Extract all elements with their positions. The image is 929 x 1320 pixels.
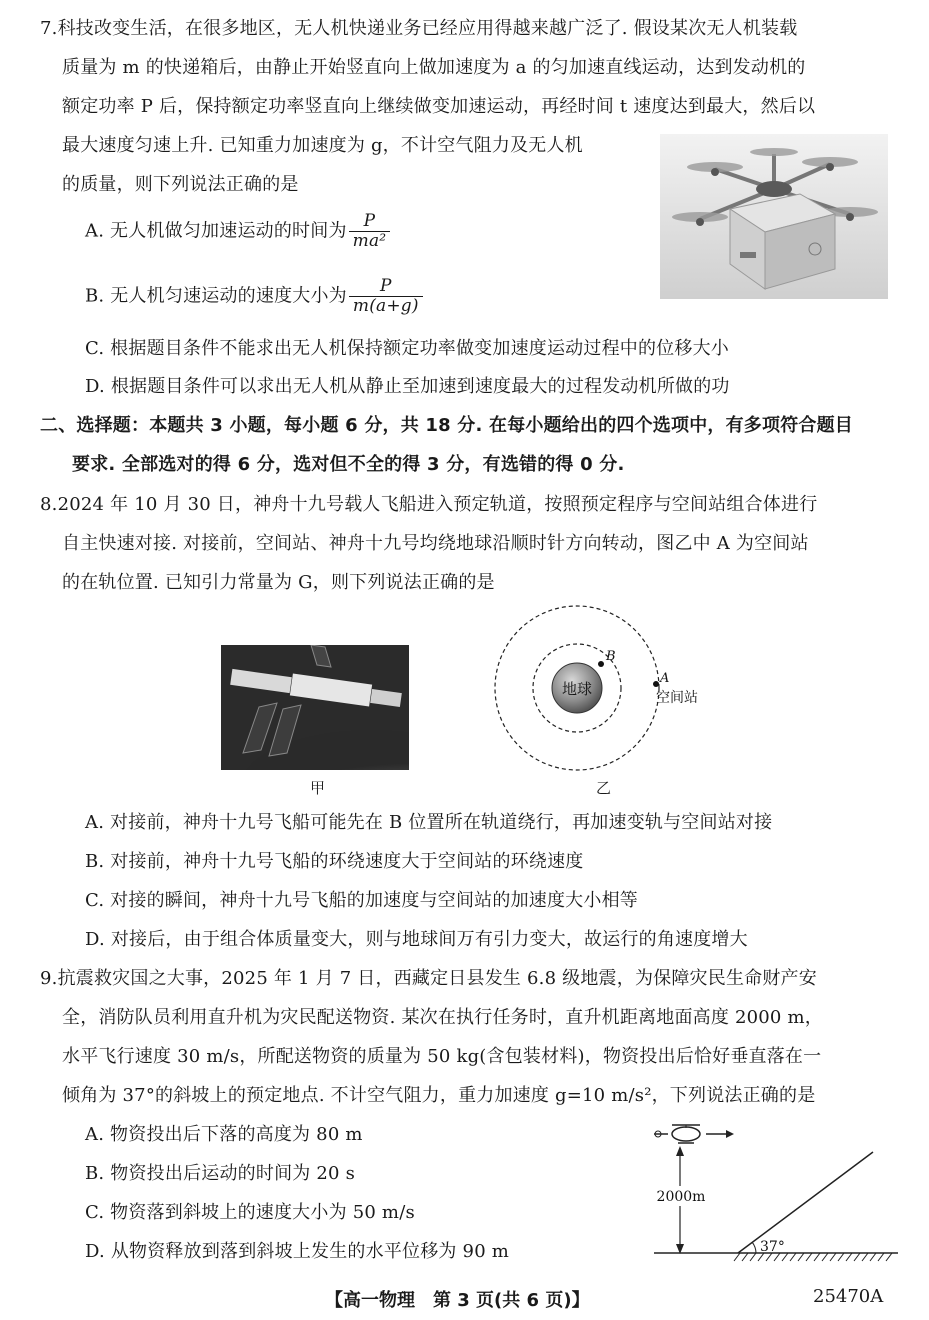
angle-label: 37° [760, 1239, 785, 1255]
q7-line-3: 额定功率 P 后，保持额定功率竖直向上继续做变加速运动，再经时间 t 速度达到最大，然后以 [62, 96, 816, 117]
q7-option-d: D. 根据题目条件可以求出无人机从静止至加速到速度最大的过程发动机所做的功 [85, 376, 730, 397]
q8-option-d: D. 对接后，由于组合体质量变大，则与地球间万有引力变大，故运行的角速度增大 [85, 929, 748, 950]
q7-option-a-text: A. 无人机做匀加速运动的时间为 [85, 220, 347, 242]
q9-option-c: C. 物资落到斜坡上的速度大小为 50 m/s [85, 1202, 415, 1223]
q7-option-c: C. 根据题目条件不能求出无人机保持额定功率做变加速度运动过程中的位移大小 [85, 338, 729, 359]
q7-line-2: 质量为 m 的快递箱后，由静止开始竖直向上做加速度为 a 的匀加速直线运动，达到发动机的 [62, 57, 806, 78]
point-b-dot [598, 661, 604, 667]
q9-line-2: 全，消防队员利用直升机为灾民配送物资. 某次在执行任务时，直升机距离地面高度 2000 m， [62, 1007, 823, 1028]
q8-option-c: C. 对接的瞬间，神舟十九号飞船的加速度与空间站的加速度大小相等 [85, 890, 638, 911]
section-2-instructions-line-1: 二、选择题：本题共 3 小题，每小题 6 分，共 18 分. 在每小题给出的四个选项中，有多项符合题目 [40, 415, 853, 436]
q9-line-4: 倾角为 37°的斜坡上的预定地点. 不计空气阻力，重力加速度 g=10 m/s²，下列说法正确的是 [62, 1085, 816, 1106]
ground-hatching [734, 1253, 892, 1261]
page-footer-center: 【高一物理 第 3 页(共 6 页)】 [325, 1290, 590, 1311]
q7-line-4: 最大速度匀速上升. 已知重力加速度为 g，不计空气阻力及无人机 [62, 135, 583, 156]
q7-option-b [85, 277, 423, 316]
orbit-diagram [490, 604, 720, 779]
fraction-numerator: P [363, 211, 376, 231]
space-station-photo [221, 645, 409, 770]
figure-yi-caption: 乙 [596, 779, 612, 797]
space-station-label: 空间站 [656, 690, 698, 706]
q7-option-a-fraction [349, 212, 391, 251]
q7-option-a [85, 212, 390, 251]
fraction-numerator: P [379, 276, 392, 296]
point-a-label: A [660, 671, 670, 686]
point-a-dot [653, 681, 659, 687]
height-arrow-up-icon [676, 1146, 684, 1156]
drone-delivery-image [660, 134, 888, 299]
velocity-arrowhead-icon [726, 1130, 734, 1138]
q9-option-b: B. 物资投出后运动的时间为 20 s [85, 1163, 356, 1184]
q7-option-b-fraction [349, 277, 423, 316]
q7-line-5: 的质量，则下列说法正确的是 [62, 174, 299, 195]
helicopter-slope-diagram [648, 1118, 908, 1263]
q9-line-3: 水平飞行速度 30 m/s，所配送物资的质量为 50 kg(含包装材料)，物资投出后恰好垂直落在一 [62, 1046, 822, 1067]
q9-line-1: 9.抗震救灾国之大事，2025 年 1 月 7 日，西藏定日县发生 6.8 级地震，为保障灾民生命财产安 [40, 968, 817, 989]
height-label: 2000m [656, 1189, 706, 1205]
q9-option-a: A. 物资投出后下落的高度为 80 m [85, 1124, 363, 1145]
figure-jia-caption: 甲 [310, 779, 326, 797]
fraction-denominator: m(a+g) [349, 296, 423, 316]
q8-line-2: 自主快速对接. 对接前，空间站、神舟十九号均绕地球沿顺时针方向转动，图乙中 A 为空间站 [62, 533, 809, 554]
angle-arc [752, 1242, 756, 1253]
q8-option-a: A. 对接前，神舟十九号飞船可能先在 B 位置所在轨道绕行，再加速变轨与空间站对接 [85, 812, 773, 833]
fraction-denominator: ma² [349, 231, 391, 251]
earth-label: 地球 [561, 680, 593, 698]
paper-code: 25470A [813, 1286, 884, 1307]
q8-option-b: B. 对接前，神舟十九号飞船的环绕速度大于空间站的环绕速度 [85, 851, 584, 872]
point-b-label: B [606, 649, 616, 664]
q7-line-1: 7.科技改变生活，在很多地区，无人机快递业务已经应用得越来越广泛了. 假设某次无人机装载 [40, 18, 798, 39]
q7-option-b-text: B. 无人机匀速运动的速度大小为 [85, 285, 347, 307]
q8-line-3: 的在轨位置. 已知引力常量为 G，则下列说法正确的是 [62, 572, 495, 593]
q9-option-d: D. 从物资释放到落到斜坡上发生的水平位移为 90 m [85, 1241, 510, 1262]
section-2-instructions-line-2: 要求. 全部选对的得 6 分，选对但不全的得 3 分，有选错的得 0 分. [72, 454, 625, 475]
slope-line [738, 1152, 873, 1253]
q8-line-1: 8.2024 年 10 月 30 日，神舟十九号载人飞船进入预定轨道，按照预定程序与空间站组合体进行 [40, 494, 818, 515]
helicopter-icon [654, 1125, 700, 1143]
